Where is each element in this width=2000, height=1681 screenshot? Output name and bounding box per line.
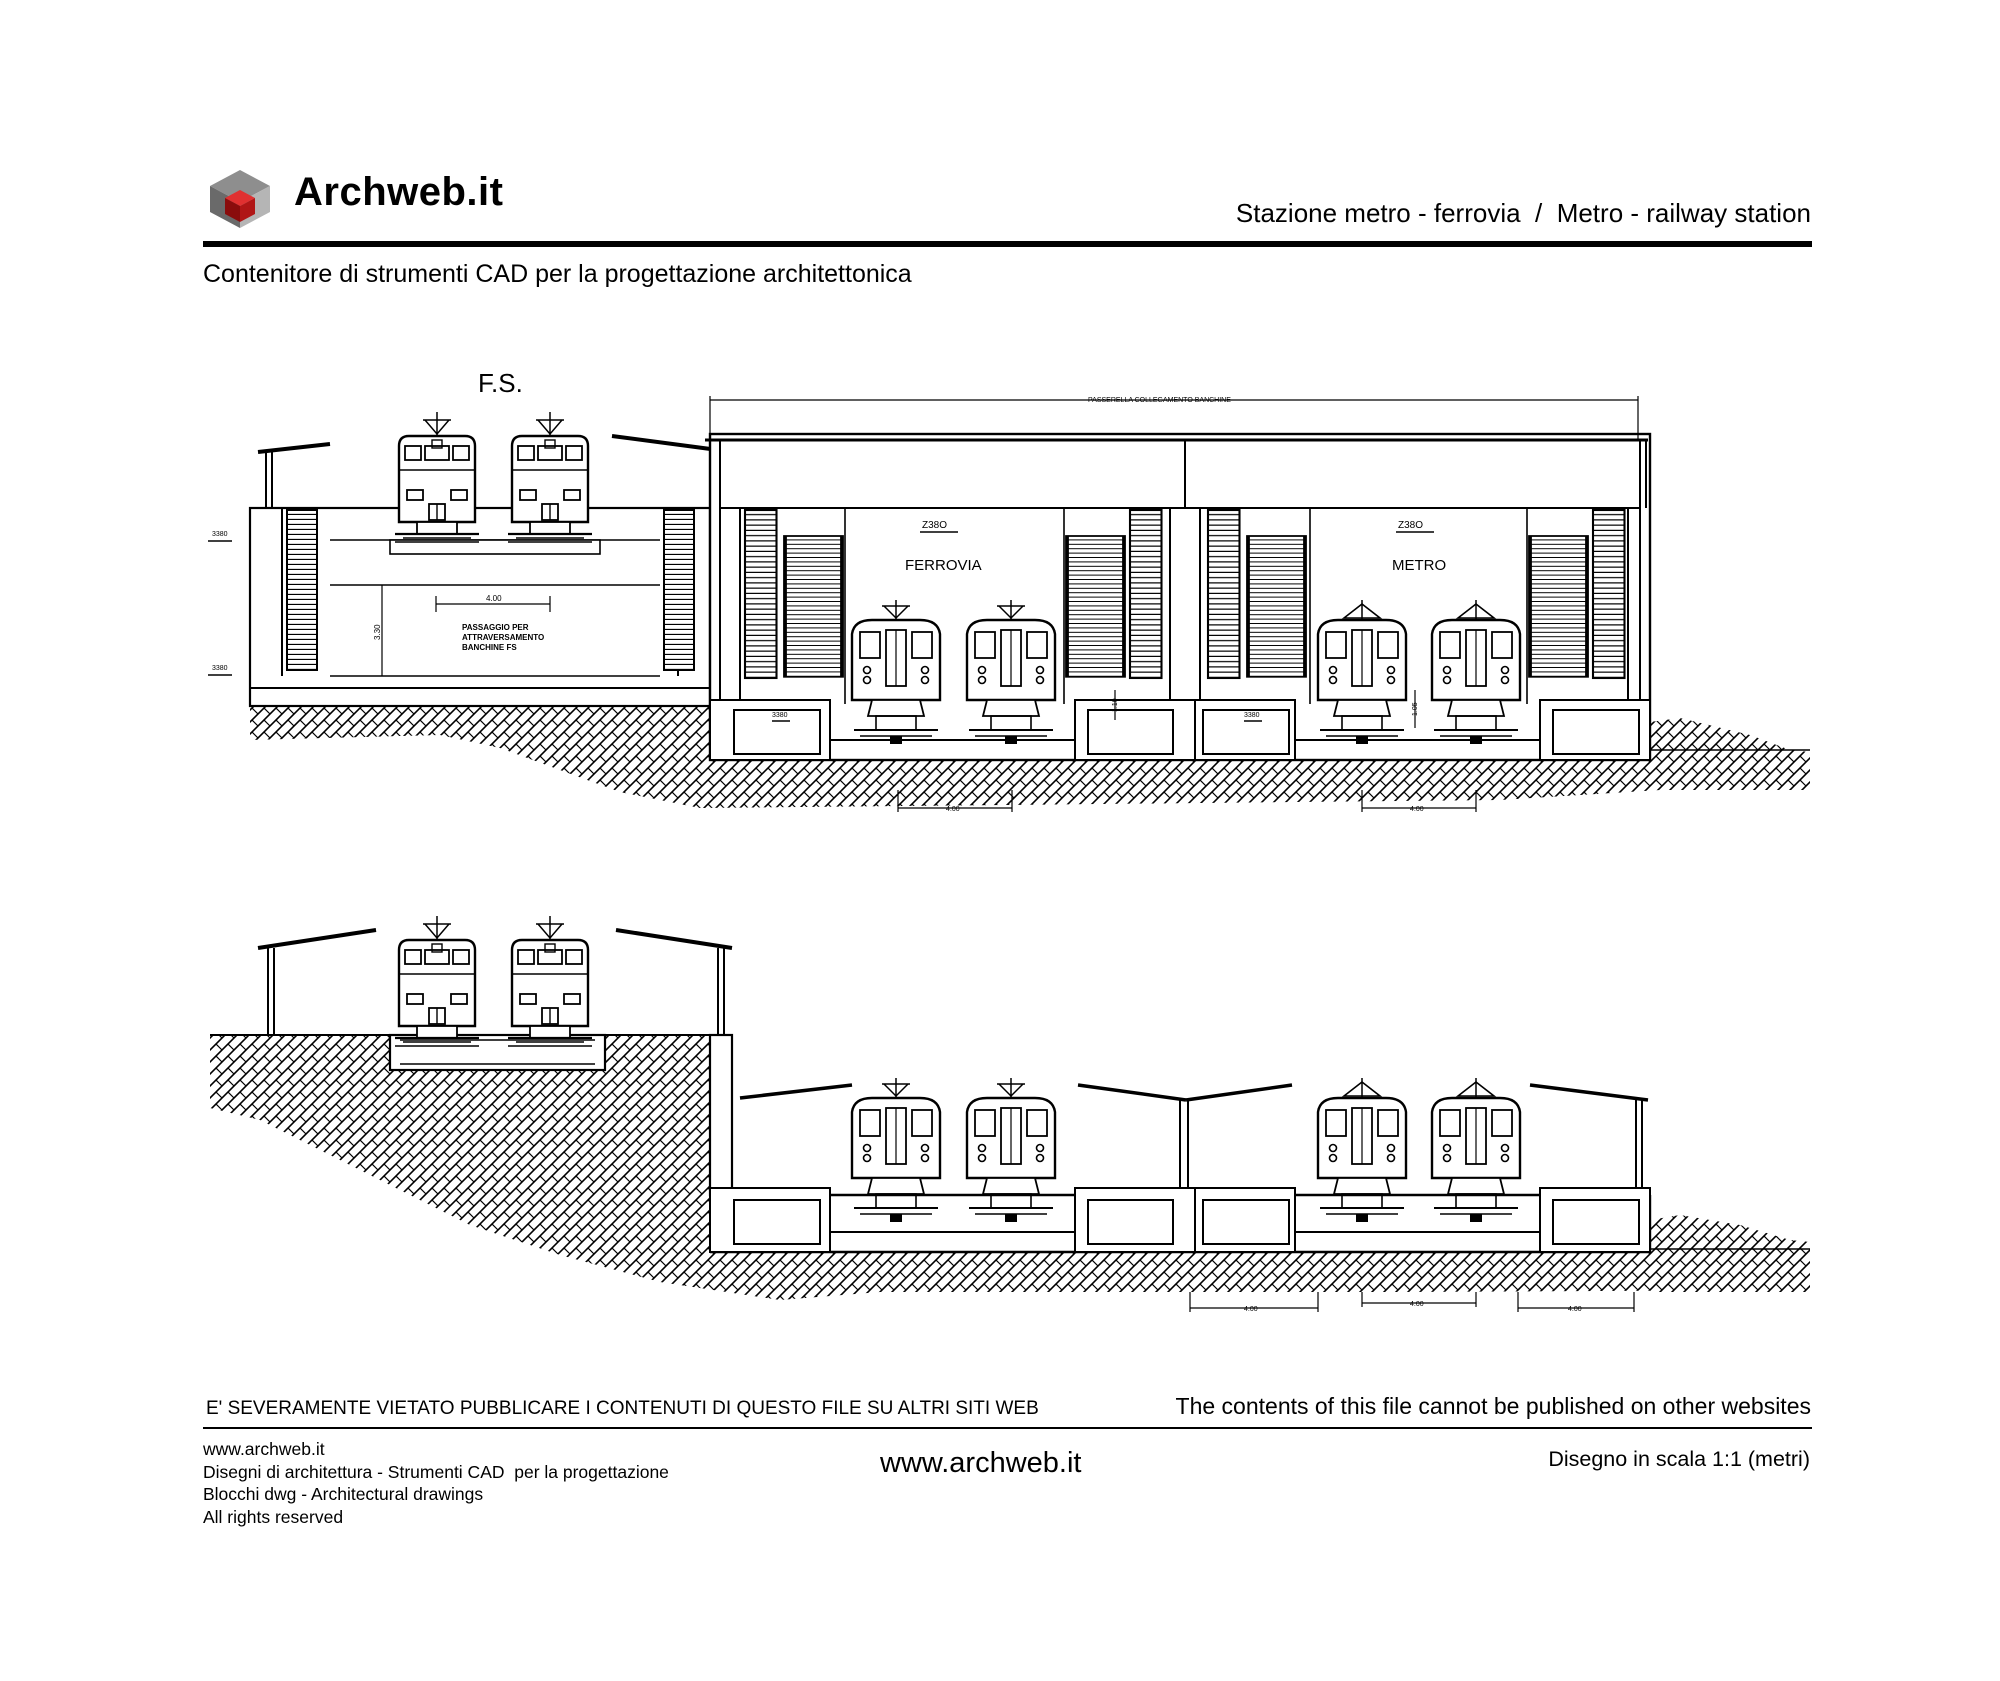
- footer-info-line: Blocchi dwg - Architectural drawings: [203, 1484, 484, 1504]
- footer-info: [203, 1438, 669, 1528]
- level-mark: 3380: [212, 531, 228, 538]
- ferrovia-label: FERROVIA: [905, 557, 982, 574]
- dim-label: 1.10: [1112, 698, 1119, 712]
- dim-label: 4.00: [1568, 1306, 1582, 1313]
- dim-label: 4.00: [1410, 1301, 1424, 1308]
- metro-train-lower-1: [1318, 1078, 1406, 1222]
- dim-label: 1.05: [1412, 702, 1419, 716]
- fs-train-lower-2: [508, 916, 592, 1046]
- passage-label-1: PASSAGGIO PER: [462, 623, 529, 632]
- footer-info-line: Disegni di architettura - Strumenti CAD per la progettazione: [203, 1461, 669, 1482]
- dim-label: 4.00: [1244, 1306, 1258, 1313]
- passage-label-2: ATTRAVERSAMENTO: [462, 633, 545, 642]
- fs-train-2: [508, 412, 592, 542]
- level-mark: 3380: [772, 712, 788, 719]
- ferrovia-train-lower-2: [967, 1078, 1055, 1222]
- archweb-logo: [210, 170, 270, 228]
- metro-label: METRO: [1392, 557, 1447, 574]
- fs-train-lower-1: [395, 916, 479, 1046]
- subtitle: Contenitore di strumenti CAD per la progettazione architettonica: [203, 260, 912, 288]
- metro-train-lower-2: [1432, 1078, 1520, 1222]
- level-mark: 3380: [212, 665, 228, 672]
- station-sign: Z38O: [922, 520, 948, 531]
- copyright-warning-en: The contents of this file cannot be published on other websites: [1175, 1393, 1811, 1419]
- ferrovia-train-lower-1: [852, 1078, 940, 1222]
- fs-label: F.S.: [478, 368, 523, 398]
- copyright-warning-it: E' SEVERAMENTE VIETATO PUBBLICARE I CONTENUTI DI QUESTO FILE SU ALTRI SITI WEB: [206, 1398, 1039, 1419]
- drawing-title: Stazione metro - ferrovia / Metro - railway station: [1235, 198, 1811, 228]
- footer-divider: [203, 1427, 1812, 1429]
- footer-info-line: All rights reserved: [203, 1506, 344, 1527]
- upper-section: [208, 368, 1810, 813]
- scale-note: Disegno in scala 1:1 (metri): [1548, 1447, 1810, 1471]
- passage-label-3: BANCHINE FS: [462, 643, 517, 652]
- footer-info-line: www.archweb.it: [203, 1439, 325, 1459]
- dim-label: 4.00: [1410, 806, 1424, 813]
- dim-label: 4.00: [946, 806, 960, 813]
- fs-train-1: [395, 412, 479, 542]
- brand-name: Archweb.it: [294, 170, 504, 214]
- station-sign: Z38O: [1398, 520, 1424, 531]
- level-mark: 3380: [1244, 712, 1260, 719]
- footbridge-label: PASSERELLA COLLEGAMENTO BANCHINE: [1088, 397, 1231, 404]
- lower-section: [210, 916, 1810, 1313]
- header-divider: [203, 241, 1812, 247]
- dim-label: 3.30: [373, 624, 382, 640]
- dim-label: 4.00: [486, 594, 502, 603]
- site-url: www.archweb.it: [880, 1447, 1082, 1479]
